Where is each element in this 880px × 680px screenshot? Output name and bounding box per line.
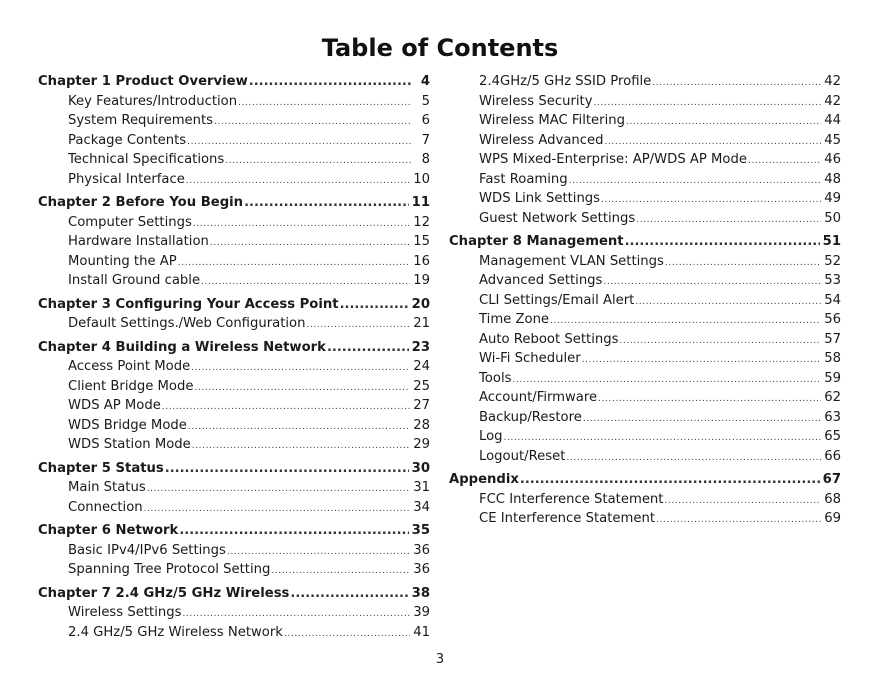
page-title: Table of Contents bbox=[321, 34, 559, 62]
toc-right-column bbox=[449, 74, 841, 531]
toc-chapter-entry[interactable] bbox=[449, 472, 841, 492]
toc-dot-leader bbox=[327, 340, 409, 355]
toc-entry-page: 38 bbox=[411, 585, 430, 601]
toc-entry-label: Technical Specifications bbox=[68, 152, 225, 167]
toc-dot-leader bbox=[271, 566, 410, 576]
toc-chapter-entry[interactable] bbox=[38, 340, 430, 360]
toc-entry-page: 53 bbox=[824, 273, 841, 288]
toc-entry-label: Chapter 3 Configuring Your Access Point bbox=[38, 296, 339, 312]
toc-section-entry[interactable] bbox=[449, 273, 841, 293]
toc-dot-leader bbox=[566, 453, 821, 463]
toc-dot-leader bbox=[582, 355, 822, 365]
toc-entry-label: Backup/Restore bbox=[479, 409, 582, 425]
toc-entry-label: Wireless Security bbox=[479, 93, 593, 109]
toc-section-entry[interactable] bbox=[449, 371, 841, 391]
toc-entry-label: Chapter 7 2.4 GHz/5 GHz Wireless bbox=[38, 585, 290, 601]
toc-entry-label: Chapter 2 Before You Begin bbox=[38, 195, 244, 210]
toc-dot-leader bbox=[306, 320, 410, 330]
toc-entry-page: 15 bbox=[413, 234, 430, 249]
toc-entry-label: Package Contents bbox=[68, 132, 187, 148]
toc-dot-leader bbox=[192, 441, 410, 451]
toc-entry-page: 39 bbox=[413, 605, 430, 620]
toc-dot-leader bbox=[340, 297, 409, 312]
toc-dot-leader bbox=[144, 504, 411, 514]
toc-entry-page: 24 bbox=[413, 359, 430, 374]
toc-entry-page: 45 bbox=[824, 132, 841, 148]
toc-entry-page: 67 bbox=[822, 472, 841, 487]
toc-entry-label: Key Features/Introduction bbox=[68, 93, 238, 109]
toc-section-entry[interactable] bbox=[38, 543, 430, 563]
toc-entry-page: 49 bbox=[824, 191, 841, 206]
toc-entry-page: 57 bbox=[824, 331, 841, 347]
toc-entry-label: Wireless Settings bbox=[68, 605, 182, 620]
toc-section-entry[interactable] bbox=[449, 211, 841, 231]
toc-entry-page: 36 bbox=[413, 542, 430, 558]
toc-entry-label: Chapter 1 Product Overview bbox=[38, 74, 248, 89]
toc-entry-page: 25 bbox=[413, 378, 430, 394]
toc-entry-label: WDS Station Mode bbox=[68, 437, 191, 452]
toc-section-entry[interactable] bbox=[38, 172, 430, 192]
toc-dot-leader bbox=[214, 117, 411, 127]
toc-section-entry[interactable] bbox=[449, 94, 841, 114]
toc-dot-leader bbox=[626, 117, 821, 127]
toc-section-entry[interactable] bbox=[38, 152, 430, 172]
toc-entry-page: 4 bbox=[420, 74, 430, 89]
toc-section-entry[interactable] bbox=[449, 74, 841, 94]
toc-entry-page: 34 bbox=[413, 499, 430, 515]
toc-dot-leader bbox=[748, 156, 821, 166]
toc-entry-label: Connection bbox=[68, 499, 143, 515]
toc-entry-label: WPS Mixed-Enterprise: AP/WDS AP Mode bbox=[479, 152, 747, 167]
toc-entry-label: Wi-Fi Scheduler bbox=[479, 351, 581, 366]
toc-entry-label: Time Zone bbox=[479, 312, 550, 327]
toc-section-entry[interactable] bbox=[449, 191, 841, 211]
toc-chapter-entry[interactable] bbox=[38, 297, 430, 317]
toc-entry-page: 20 bbox=[411, 296, 430, 312]
toc-dot-leader bbox=[210, 238, 410, 248]
toc-dot-leader bbox=[227, 547, 410, 557]
toc-dot-leader bbox=[290, 586, 408, 601]
toc-entry-label: Physical Interface bbox=[68, 171, 185, 187]
toc-chapter-entry[interactable] bbox=[38, 74, 430, 94]
toc-section-entry[interactable] bbox=[38, 273, 430, 293]
toc-dot-leader bbox=[594, 98, 822, 108]
toc-entry-label: Install Ground cable bbox=[68, 273, 201, 288]
toc-entry-label: Access Point Mode bbox=[68, 359, 191, 374]
toc-section-entry[interactable] bbox=[449, 332, 841, 352]
toc-entry-label: WDS Link Settings bbox=[479, 191, 601, 206]
toc-section-entry[interactable] bbox=[38, 379, 430, 399]
toc-section-entry[interactable] bbox=[38, 398, 430, 418]
toc-dot-leader bbox=[603, 277, 821, 287]
toc-section-entry[interactable] bbox=[38, 359, 430, 379]
toc-dot-leader bbox=[162, 402, 410, 412]
toc-entry-label: Log bbox=[479, 429, 503, 444]
toc-entry-page: 51 bbox=[822, 234, 841, 249]
toc-dot-leader bbox=[178, 258, 410, 268]
toc-section-entry[interactable] bbox=[449, 113, 841, 133]
toc-dot-leader bbox=[512, 375, 821, 385]
toc-entry-label: CE Interference Statement bbox=[479, 511, 655, 526]
toc-entry-label: WDS AP Mode bbox=[68, 398, 161, 413]
toc-section-entry[interactable] bbox=[38, 234, 430, 254]
toc-entry-label: Mounting the AP bbox=[68, 253, 177, 269]
toc-left-column bbox=[38, 74, 430, 644]
toc-section-entry[interactable] bbox=[449, 312, 841, 332]
toc-section-entry[interactable] bbox=[449, 449, 841, 469]
toc-entry-page: 19 bbox=[413, 273, 430, 288]
toc-entry-label: Main Status bbox=[68, 480, 146, 495]
toc-chapter-entry[interactable] bbox=[38, 523, 430, 543]
toc-entry-page: 5 bbox=[421, 93, 430, 109]
toc-entry-page: 69 bbox=[824, 511, 841, 526]
toc-entry-page: 59 bbox=[824, 370, 841, 386]
toc-dot-leader bbox=[187, 137, 411, 147]
toc-dot-leader bbox=[191, 363, 410, 373]
toc-entry-page: 29 bbox=[413, 437, 430, 452]
toc-chapter-entry[interactable] bbox=[449, 234, 841, 254]
toc-entry-label: Wireless Advanced bbox=[479, 132, 604, 148]
toc-entry-page: 30 bbox=[411, 460, 430, 476]
toc-section-entry[interactable] bbox=[449, 172, 841, 192]
toc-dot-leader bbox=[583, 414, 821, 424]
toc-section-entry[interactable] bbox=[38, 133, 430, 153]
toc-dot-leader bbox=[605, 137, 822, 147]
toc-dot-leader bbox=[550, 316, 821, 326]
toc-dot-leader bbox=[225, 156, 411, 166]
toc-dot-leader bbox=[179, 523, 408, 538]
toc-section-entry[interactable] bbox=[449, 492, 841, 512]
toc-dot-leader bbox=[569, 176, 822, 186]
toc-entry-label: Appendix bbox=[449, 472, 519, 487]
toc-section-entry[interactable] bbox=[449, 429, 841, 449]
toc-entry-label: 2.4GHz/5 GHz SSID Profile bbox=[479, 74, 652, 89]
toc-section-entry[interactable] bbox=[449, 511, 841, 531]
toc-chapter-entry[interactable] bbox=[38, 586, 430, 606]
toc-section-entry[interactable] bbox=[38, 437, 430, 457]
toc-dot-leader bbox=[520, 472, 820, 487]
toc-section-entry[interactable] bbox=[449, 254, 841, 274]
toc-dot-leader bbox=[165, 461, 409, 476]
toc-entry-page: 42 bbox=[824, 74, 841, 89]
toc-dot-leader bbox=[504, 433, 822, 443]
toc-entry-page: 27 bbox=[413, 398, 430, 413]
toc-dot-leader bbox=[284, 629, 410, 639]
toc-entry-label: Fast Roaming bbox=[479, 171, 568, 187]
toc-dot-leader bbox=[652, 78, 821, 88]
toc-entry-label: Client Bridge Mode bbox=[68, 378, 194, 394]
toc-section-entry[interactable] bbox=[38, 113, 430, 133]
toc-entry-label: CLI Settings/Email Alert bbox=[479, 292, 635, 308]
toc-entry-label: Default Settings./Web Configuration bbox=[68, 316, 306, 331]
toc-dot-leader bbox=[664, 496, 821, 506]
toc-entry-page: 35 bbox=[411, 523, 430, 538]
toc-entry-page: 56 bbox=[824, 312, 841, 327]
toc-dot-leader bbox=[619, 336, 821, 346]
toc-section-entry[interactable] bbox=[38, 562, 430, 582]
toc-entry-page: 65 bbox=[824, 429, 841, 444]
toc-section-entry[interactable] bbox=[38, 254, 430, 274]
toc-entry-label: Account/Firmware bbox=[479, 390, 598, 405]
toc-entry-label: Chapter 8 Management bbox=[449, 234, 624, 249]
toc-entry-label: Guest Network Settings bbox=[479, 210, 636, 226]
toc-section-entry[interactable] bbox=[449, 390, 841, 410]
toc-section-entry[interactable] bbox=[449, 410, 841, 430]
toc-dot-leader bbox=[601, 195, 821, 205]
toc-entry-page: 7 bbox=[421, 132, 430, 148]
toc-chapter-entry[interactable] bbox=[38, 195, 430, 215]
toc-entry-page: 21 bbox=[413, 316, 430, 331]
toc-entry-page: 23 bbox=[411, 339, 430, 355]
toc-entry-page: 10 bbox=[413, 171, 430, 187]
toc-dot-leader bbox=[625, 234, 820, 249]
toc-entry-page: 58 bbox=[824, 351, 841, 366]
toc-entry-page: 6 bbox=[421, 113, 430, 128]
toc-entry-page: 8 bbox=[421, 152, 430, 167]
toc-dot-leader bbox=[665, 258, 821, 268]
toc-entry-page: 66 bbox=[824, 448, 841, 464]
toc-entry-page: 12 bbox=[413, 214, 430, 230]
toc-section-entry[interactable] bbox=[38, 500, 430, 520]
toc-entry-label: Tools bbox=[479, 370, 512, 386]
toc-dot-leader bbox=[201, 277, 410, 287]
toc-entry-page: 52 bbox=[824, 253, 841, 269]
toc-entry-page: 68 bbox=[824, 491, 841, 507]
toc-entry-page: 42 bbox=[824, 93, 841, 109]
toc-dot-leader bbox=[188, 422, 410, 432]
toc-dot-leader bbox=[238, 98, 411, 108]
toc-section-entry[interactable] bbox=[449, 133, 841, 153]
toc-entry-label: Hardware Installation bbox=[68, 234, 209, 249]
toc-section-entry[interactable] bbox=[38, 215, 430, 235]
page-number: 3 bbox=[435, 652, 445, 667]
toc-dot-leader bbox=[249, 74, 411, 89]
toc-entry-label: Logout/Reset bbox=[479, 448, 566, 464]
toc-dot-leader bbox=[186, 176, 410, 186]
toc-dot-leader bbox=[635, 297, 821, 307]
toc-dot-leader bbox=[598, 394, 821, 404]
toc-dot-leader bbox=[244, 195, 409, 210]
toc-entry-page: 46 bbox=[824, 152, 841, 167]
toc-dot-leader bbox=[193, 219, 410, 229]
toc-section-entry[interactable] bbox=[449, 152, 841, 172]
toc-chapter-entry[interactable] bbox=[38, 461, 430, 481]
toc-section-entry[interactable] bbox=[38, 316, 430, 336]
toc-entry-page: 63 bbox=[824, 409, 841, 425]
toc-entry-label: Advanced Settings bbox=[479, 273, 603, 288]
toc-entry-page: 11 bbox=[411, 195, 430, 210]
toc-entry-page: 54 bbox=[824, 292, 841, 308]
toc-entry-page: 41 bbox=[413, 624, 430, 640]
toc-entry-page: 36 bbox=[413, 562, 430, 577]
toc-dot-leader bbox=[636, 215, 821, 225]
toc-entry-label: 2.4 GHz/5 GHz Wireless Network bbox=[68, 624, 283, 640]
toc-entry-label: Chapter 6 Network bbox=[38, 523, 179, 538]
toc-entry-page: 44 bbox=[824, 113, 841, 128]
toc-entry-label: Management VLAN Settings bbox=[479, 253, 664, 269]
toc-entry-page: 48 bbox=[824, 171, 841, 187]
toc-entry-page: 16 bbox=[413, 253, 430, 269]
toc-dot-leader bbox=[182, 609, 410, 619]
toc-section-entry[interactable] bbox=[38, 418, 430, 438]
toc-entry-label: WDS Bridge Mode bbox=[68, 417, 187, 433]
toc-entry-label: Chapter 4 Building a Wireless Network bbox=[38, 339, 326, 355]
toc-section-entry[interactable] bbox=[38, 625, 430, 645]
toc-section-entry[interactable] bbox=[449, 351, 841, 371]
toc-entry-page: 50 bbox=[824, 210, 841, 226]
toc-section-entry[interactable] bbox=[38, 94, 430, 114]
toc-entry-label: Chapter 5 Status bbox=[38, 460, 164, 476]
toc-entry-label: Computer Settings bbox=[68, 214, 192, 230]
toc-entry-label: Wireless MAC Filtering bbox=[479, 113, 625, 128]
toc-entry-label: Auto Reboot Settings bbox=[479, 331, 619, 347]
toc-entry-page: 28 bbox=[413, 417, 430, 433]
toc-section-entry[interactable] bbox=[38, 605, 430, 625]
toc-dot-leader bbox=[147, 484, 411, 494]
toc-section-entry[interactable] bbox=[449, 293, 841, 313]
toc-entry-page: 62 bbox=[824, 390, 841, 405]
toc-entry-label: System Requirements bbox=[68, 113, 214, 128]
toc-dot-leader bbox=[656, 515, 821, 525]
toc-section-entry[interactable] bbox=[38, 480, 430, 500]
toc-dot-leader bbox=[194, 383, 410, 393]
toc-entry-label: Spanning Tree Protocol Setting bbox=[68, 562, 271, 577]
toc-entry-page: 31 bbox=[413, 480, 430, 495]
toc-entry-label: Basic IPv4/IPv6 Settings bbox=[68, 542, 226, 558]
toc-entry-label: FCC Interference Statement bbox=[479, 491, 664, 507]
